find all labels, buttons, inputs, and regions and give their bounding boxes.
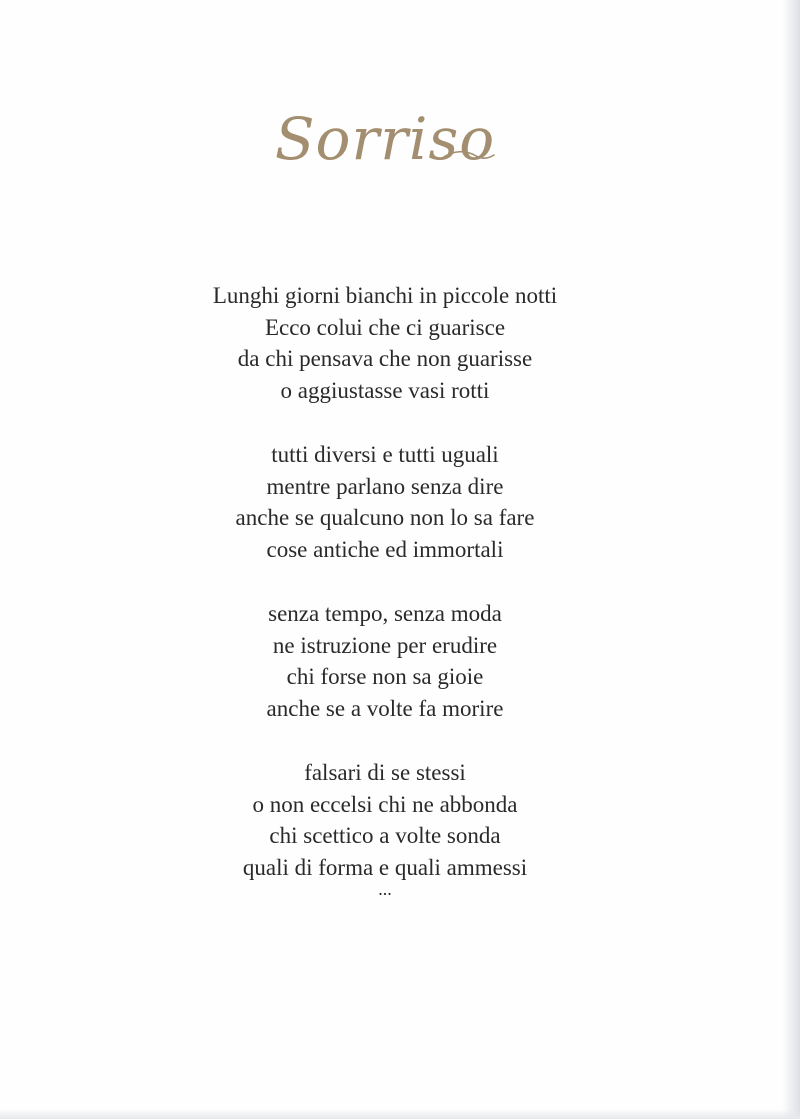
poem-line: anche se qualcuno non lo sa fare: [235, 505, 535, 530]
page-edge-shadow: [782, 0, 800, 1119]
stanza-3: [0, 598, 770, 724]
poem-line: senza tempo, senza moda: [268, 601, 502, 626]
poem-line: falsari di se stessi: [304, 760, 466, 785]
stanza-2: [0, 439, 770, 565]
poem-line: mentre parlano senza dire: [266, 473, 504, 499]
poem-body: [0, 280, 770, 906]
page-bottom-shadow: [0, 1109, 800, 1119]
poem-line: tutti diversi e tutti uguali: [271, 442, 499, 467]
poem-line: chi forse non sa gioie: [286, 664, 484, 689]
poem-line: o aggiustasse vasi rotti: [280, 377, 490, 403]
poem-line: anche se a volte fa morire: [266, 695, 504, 721]
stanza-1: [0, 280, 770, 406]
poem-line: Lunghi giorni bianchi in piccole notti: [212, 283, 558, 308]
poem-line: chi scettico a volte sonda: [269, 823, 501, 848]
poem-line: Ecco colui che ci guarisce: [264, 314, 506, 340]
poem-line: quali di forma e quali ammessi: [242, 854, 528, 880]
continuation-ellipsis: ...: [378, 879, 392, 899]
poem-title: Sorriso: [274, 105, 496, 173]
stanza-4: [0, 757, 770, 883]
poem-line: cose antiche ed immortali: [266, 536, 504, 562]
poem-line: o non eccelsi chi ne abbonda: [252, 791, 518, 817]
title-flourish-ornament: [440, 146, 496, 166]
poem-line: da chi pensava che non guarisse: [237, 346, 533, 371]
poem-line: ne istruzione per erudire: [272, 632, 498, 658]
